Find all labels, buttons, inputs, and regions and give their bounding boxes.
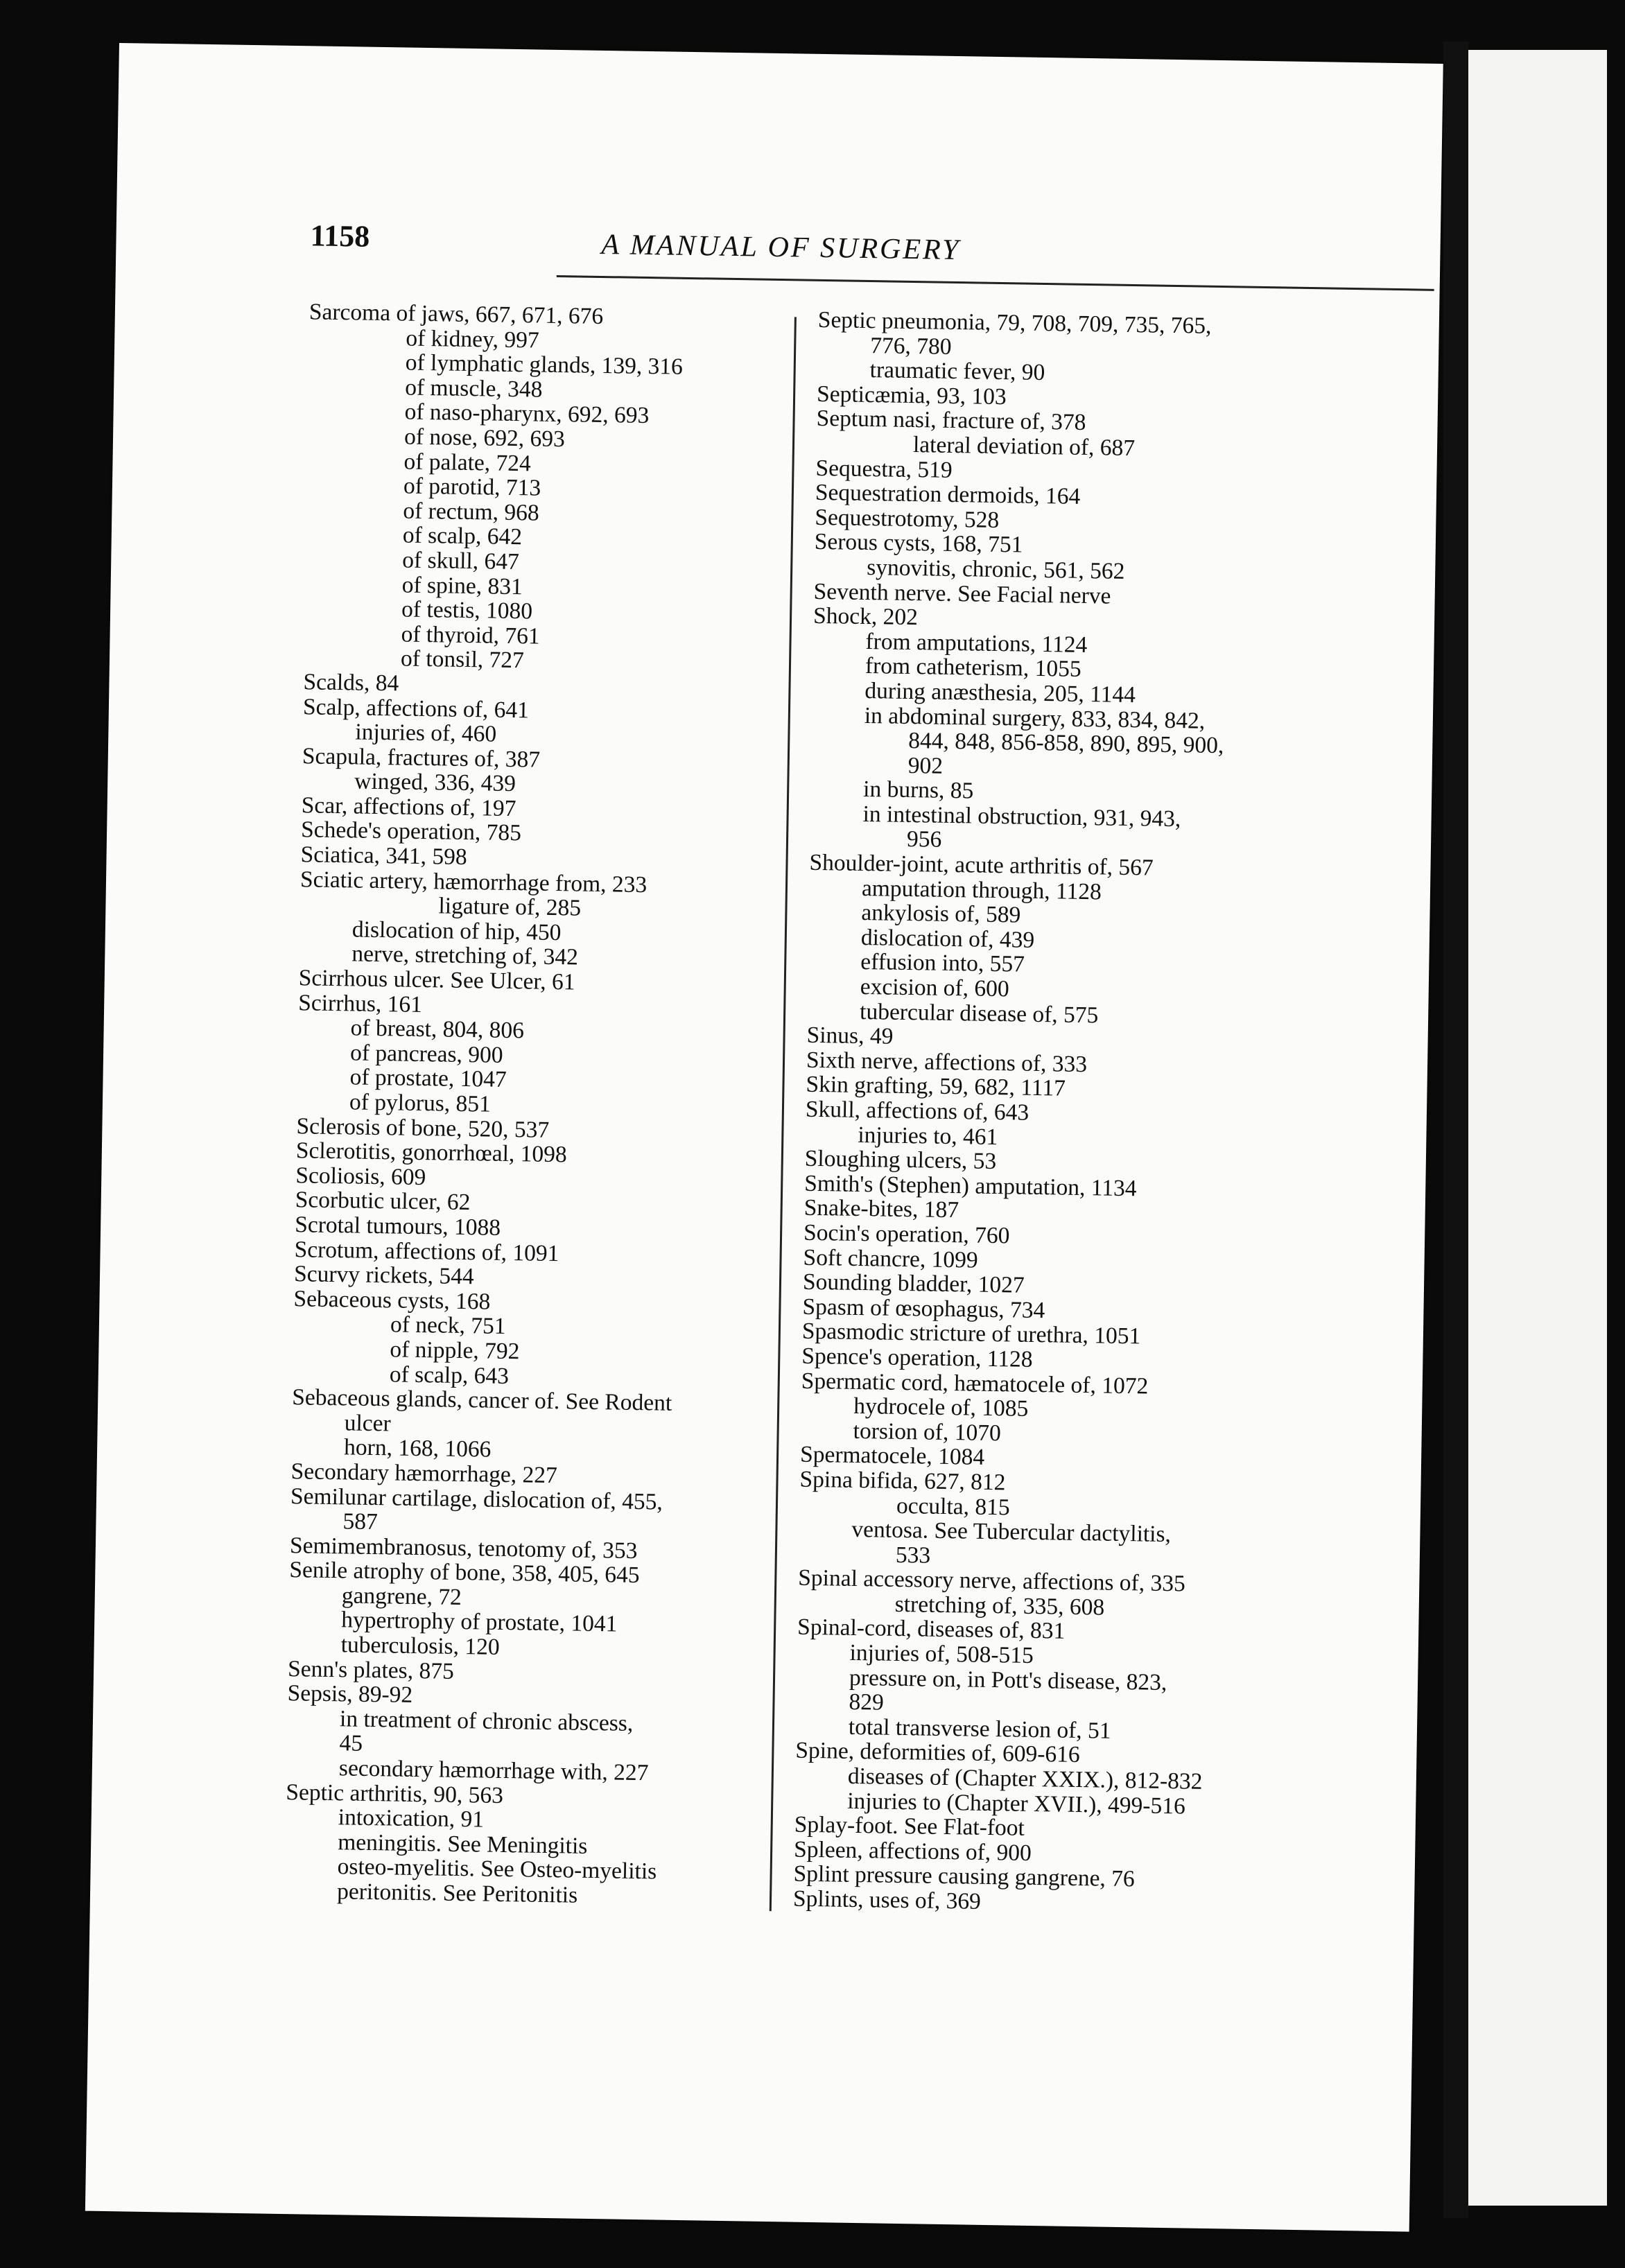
index-entry: osteo-myelitis. See Osteo-myelitis (337, 1853, 657, 1885)
index-entry: Sounding bladder, 1027 (802, 1268, 1025, 1298)
index-entry: of skull, 647 (402, 547, 520, 575)
index-entry: of scalp, 642 (402, 522, 523, 550)
index-column-right (793, 308, 1428, 1921)
index-entry: synovitis, chronic, 561, 562 (866, 554, 1125, 584)
index-entry: Sixth nerve, affections of, 333 (806, 1047, 1088, 1077)
index-entry: peritonitis. See Peritonitis (336, 1878, 578, 1908)
index-entry: 844, 848, 856-858, 890, 895, 900, (908, 728, 1224, 759)
index-entry: 45 (339, 1730, 363, 1757)
book-page (85, 43, 1443, 2232)
index-entry: injuries of, 460 (355, 719, 497, 747)
index-entry: ligature of, 285 (438, 893, 582, 921)
index-entry: of nose, 692, 693 (403, 424, 566, 453)
index-entry: Sequestra, 519 (815, 455, 953, 483)
index-entry: ulcer (344, 1410, 392, 1437)
index-entry: excision of, 600 (860, 973, 1009, 1002)
index-entry: hydrocele of, 1085 (853, 1393, 1029, 1422)
index-entry: during anæsthesia, 205, 1144 (864, 677, 1136, 708)
index-entry: injuries to (Chapter XVII.), 499-516 (847, 1788, 1186, 1820)
index-entry: from catheterism, 1055 (864, 653, 1081, 683)
index-entry: Scrotal tumours, 1088 (294, 1212, 501, 1241)
index-entry: Skull, affections of, 643 (805, 1096, 1029, 1126)
index-entry: torsion of, 1070 (853, 1418, 1002, 1446)
header-rule (557, 275, 1434, 291)
index-entry: Sepsis, 89-92 (287, 1680, 413, 1709)
index-entry: Senn's plates, 875 (287, 1655, 455, 1684)
index-entry: of tonsil, 727 (400, 645, 525, 674)
index-entry: in burns, 85 (862, 776, 974, 804)
index-entry: Splints, uses of, 369 (792, 1885, 982, 1914)
index-entry: Scrotum, affections of, 1091 (294, 1236, 559, 1266)
index-entry: Scalp, affections of, 641 (302, 693, 530, 723)
index-entry: Sebaceous cysts, 168 (293, 1285, 491, 1315)
index-entry: Scirrhous ulcer. See Ulcer, 61 (298, 965, 575, 995)
index-entry: 533 (895, 1542, 931, 1569)
index-entry: Sciatica, 341, 598 (300, 841, 467, 871)
index-entry: of naso-pharynx, 692, 693 (404, 399, 650, 429)
index-entry: Sinus, 49 (806, 1022, 894, 1049)
index-entry: 902 (907, 752, 944, 779)
index-entry: of spine, 831 (401, 572, 523, 600)
index-entry: gangrene, 72 (341, 1582, 462, 1610)
index-entry: Snake-bites, 187 (803, 1195, 959, 1223)
index-entry: Smith's (Stephen) amputation, 1134 (803, 1170, 1137, 1202)
binding-gutter (1443, 42, 1468, 2218)
index-entry: traumatic fever, 90 (869, 357, 1045, 386)
index-entry: from amputations, 1124 (865, 628, 1088, 658)
index-entry: in intestinal obstruction, 931, 943, (862, 801, 1181, 832)
index-entry: dislocation of hip, 450 (351, 916, 562, 946)
index-entry: Scar, affections of, 197 (301, 792, 516, 821)
index-entry: Sciatic artery, hæmorrhage from, 233 (299, 866, 648, 898)
index-entry: Seventh nerve. See Facial nerve (813, 578, 1111, 609)
index-entry: injuries to, 461 (858, 1122, 998, 1150)
index-entry: dislocation of, 439 (860, 924, 1035, 953)
index-entry: tuberculosis, 120 (340, 1632, 500, 1660)
index-entry: of neck, 751 (390, 1311, 506, 1340)
index-entry: 776, 780 (869, 332, 952, 360)
index-entry: of testis, 1080 (401, 596, 533, 625)
index-entry: meningitis. See Meningitis (337, 1829, 588, 1859)
index-entry: Spence's operation, 1128 (801, 1343, 1033, 1372)
index-entry: ankylosis of, 589 (861, 900, 1021, 928)
index-entry: Senile atrophy of bone, 358, 405, 645 (289, 1557, 640, 1589)
index-entry: of nipple, 792 (390, 1336, 520, 1365)
index-entry: of kidney, 997 (406, 325, 539, 354)
index-entry: Shock, 202 (812, 602, 919, 631)
index-entry: of prostate, 1047 (349, 1064, 507, 1093)
index-entry: Skin grafting, 59, 682, 1117 (806, 1072, 1066, 1102)
index-entry: occulta, 815 (896, 1492, 1011, 1520)
index-entry: of thyroid, 761 (401, 621, 540, 649)
index-entry: tubercular disease of, 575 (859, 998, 1099, 1028)
index-entry: Semilunar cartilage, dislocation of, 455, (290, 1483, 663, 1515)
index-entry: lateral deviation of, 687 (912, 432, 1136, 462)
index-entry: of pancreas, 900 (349, 1040, 503, 1068)
index-entry: of rectum, 968 (403, 498, 540, 526)
index-entry: hypertrophy of prostate, 1041 (341, 1607, 618, 1638)
index-entry: Spine, deformities of, 609-616 (795, 1738, 1080, 1768)
index-entry: of palate, 724 (403, 448, 532, 476)
index-entry: nerve, stretching of, 342 (351, 941, 579, 970)
index-entry: amputation through, 1128 (861, 875, 1102, 905)
index-entry: horn, 168, 1066 (343, 1434, 492, 1463)
index-entry: total transverse lesion of, 51 (848, 1713, 1111, 1744)
index-entry: Sarcoma of jaws, 667, 671, 676 (309, 299, 604, 330)
index-entry: Secondary hæmorrhage, 227 (290, 1458, 558, 1489)
index-entry: Schede's operation, 785 (300, 817, 522, 846)
index-entry: Sclerosis of bone, 520, 537 (296, 1113, 550, 1143)
index-entry: Sloughing ulcers, 53 (804, 1145, 997, 1175)
index-entry: in treatment of chronic abscess, (339, 1706, 634, 1736)
index-entry: Spasm of œsophagus, 734 (802, 1293, 1045, 1323)
index-entry: Scalds, 84 (303, 669, 399, 697)
index-entry: ventosa. See Tubercular dactylitis, (851, 1516, 1172, 1548)
index-entry: Septic pneumonia, 79, 708, 709, 735, 765, (817, 306, 1212, 339)
index-entry: of lymphatic glands, 139, 316 (405, 349, 684, 381)
index-entry: Soft chancre, 1099 (803, 1244, 978, 1273)
index-entry: 956 (906, 826, 942, 853)
index-entry: pressure on, in Pott's disease, 823, (849, 1664, 1167, 1695)
index-entry: Septicæmia, 93, 103 (816, 381, 1007, 410)
index-entry: Septum nasi, fracture of, 378 (816, 405, 1086, 436)
index-entry: intoxication, 91 (338, 1804, 485, 1833)
index-entry: Septic arthritis, 90, 563 (286, 1779, 504, 1808)
index-entry: winged, 336, 439 (354, 768, 516, 797)
index-entry: Spleen, affections of, 900 (793, 1836, 1032, 1866)
index-entry: Splint pressure causing gangrene, 76 (793, 1861, 1136, 1892)
index-entry: Sequestrotomy, 528 (815, 504, 1000, 533)
adjacent-page-edge (1468, 50, 1607, 2206)
index-entry: Socin's operation, 760 (803, 1219, 1010, 1249)
index-entry: of breast, 804, 806 (350, 1015, 525, 1044)
running-title: A MANUAL OF SURGERY (601, 228, 961, 267)
index-entry: Spermatocele, 1084 (799, 1441, 985, 1471)
index-entry: Sequestration dermoids, 164 (815, 480, 1081, 510)
index-entry: Spinal accessory nerve, affections of, 335 (798, 1564, 1186, 1597)
page-number: 1158 (310, 218, 370, 254)
index-entry: of scalp, 643 (389, 1361, 510, 1389)
index-entry: Spermatic cord, hæmatocele of, 1072 (801, 1368, 1149, 1399)
index-entry: of pylorus, 851 (349, 1089, 492, 1117)
index-entry: Sclerotitis, gonorrhœal, 1098 (295, 1137, 567, 1168)
index-entry: Serous cysts, 168, 751 (814, 529, 1023, 558)
index-entry: Scapula, fractures of, 387 (302, 742, 541, 773)
index-entry: injuries of, 508-515 (849, 1639, 1034, 1669)
index-entry: Semimembranosus, tenotomy of, 353 (289, 1532, 638, 1564)
index-entry: stretching of, 335, 608 (894, 1591, 1105, 1621)
index-entry: Sebaceous glands, cancer of. See Rodent (292, 1384, 672, 1416)
index-entry: Spinal-cord, diseases of, 831 (797, 1614, 1066, 1645)
index-entry: Shoulder-joint, acute arthritis of, 567 (809, 849, 1154, 881)
index-entry: Scoliosis, 609 (295, 1162, 426, 1190)
index-entry: diseases of (Chapter XXIX.), 812-832 (847, 1763, 1203, 1795)
index-entry: Scorbutic ulcer, 62 (295, 1187, 471, 1216)
index-entry: of parotid, 713 (403, 473, 541, 501)
index-entry: Spina bifida, 627, 812 (799, 1466, 1006, 1496)
index-entry: 587 (342, 1508, 379, 1535)
index-entry: Scirrhus, 161 (297, 989, 423, 1018)
index-entry: effusion into, 557 (860, 949, 1025, 978)
index-entry: 829 (849, 1689, 885, 1716)
index-entry: in abdominal surgery, 833, 834, 842, (864, 702, 1206, 734)
index-entry: of muscle, 348 (404, 374, 543, 403)
index-entry: Scurvy rickets, 544 (293, 1261, 474, 1290)
index-entry: secondary hæmorrhage with, 227 (338, 1755, 649, 1786)
index-entry: Splay-foot. See Flat-foot (794, 1811, 1025, 1842)
index-entry: Spasmodic stricture of urethra, 1051 (801, 1318, 1141, 1350)
